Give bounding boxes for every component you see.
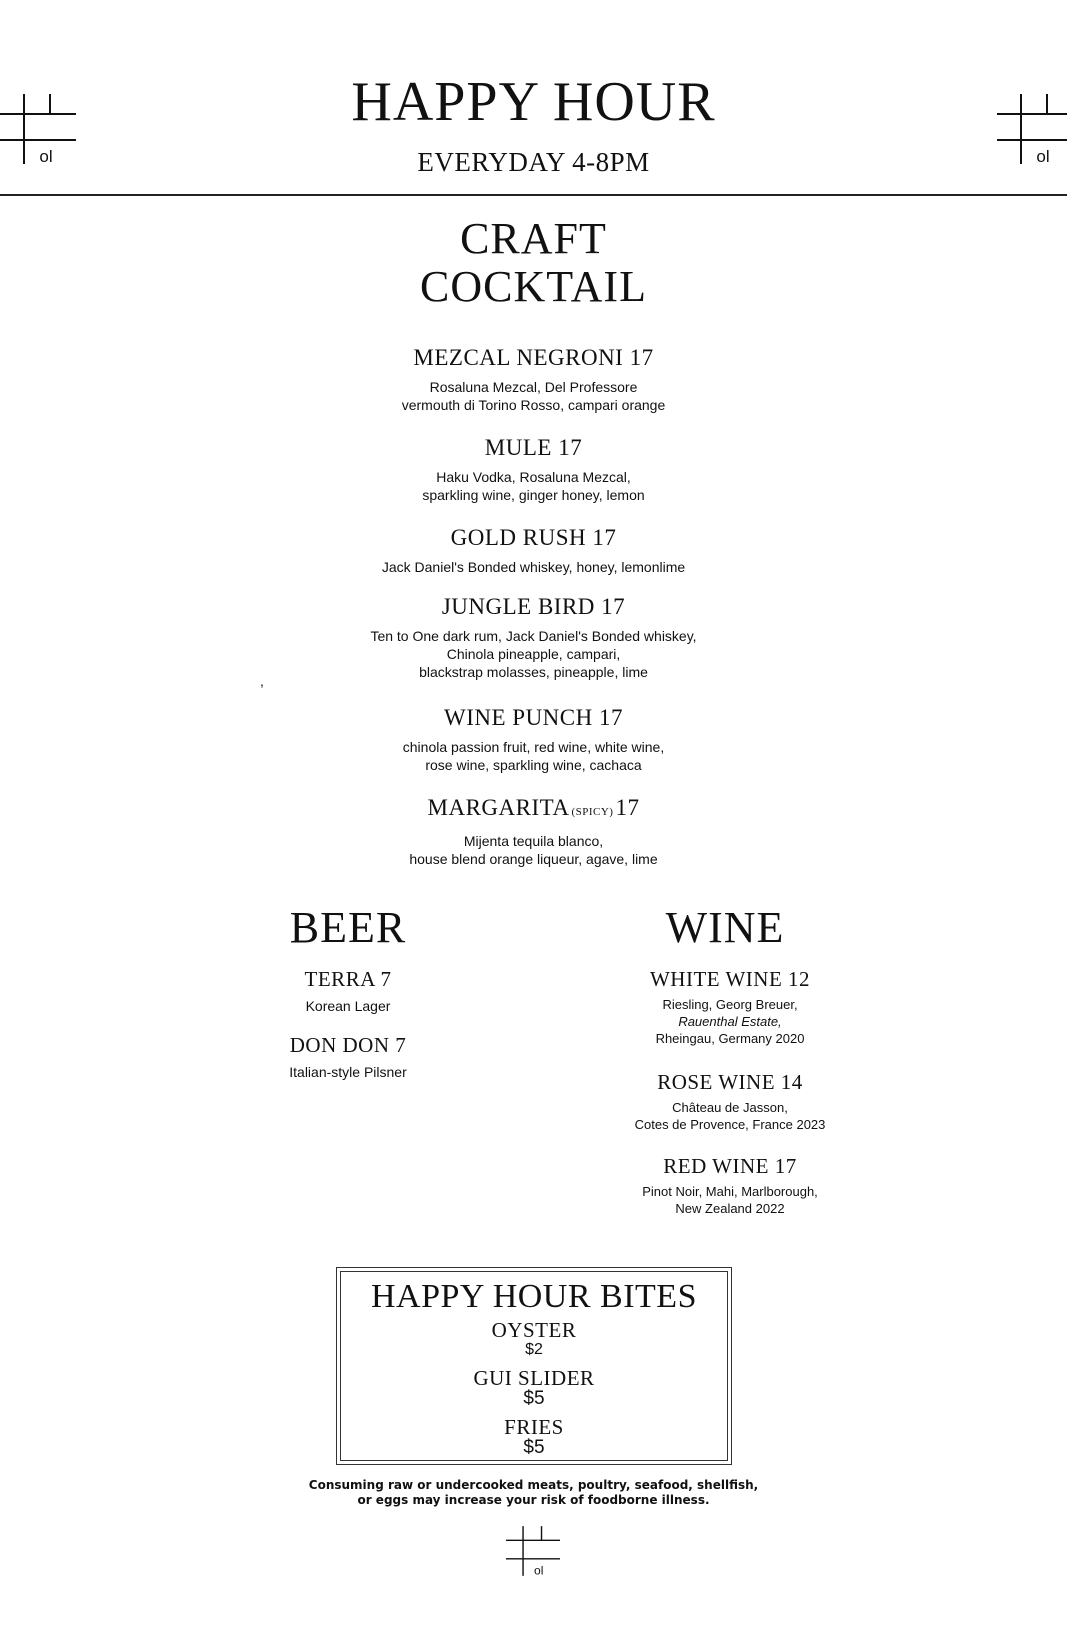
bite-item [337, 1416, 731, 1458]
bite-price: $2 [525, 1341, 543, 1358]
logo-bottom [506, 1525, 560, 1577]
cocktail-name [0, 794, 1067, 826]
wine-heading: WINE [665, 903, 785, 952]
bites-box [336, 1267, 732, 1465]
cocktail-heading-line2: COCKTAIL [420, 262, 647, 311]
page-subtitle: EVERYDAY 4-8PM [417, 147, 650, 177]
bite-name: FRIES [504, 1415, 564, 1439]
cocktail-desc: chinola passion fruit, red wine, white wine, [402, 739, 665, 755]
bite-name: GUI SLIDER [473, 1366, 595, 1390]
cocktail-item [0, 434, 1067, 504]
cocktail-desc: rose wine, sparkling wine, cachaca [425, 757, 642, 773]
cocktail-desc: house blend orange liqueur, agave, lime [409, 851, 658, 867]
wine-desc: New Zealand 2022 [675, 1201, 785, 1216]
cocktail-name-text: MARGARITA [427, 795, 570, 820]
cocktail-item [0, 794, 1067, 868]
cocktail-heading-line1: CRAFT [460, 214, 607, 263]
logo-text: ol [1036, 147, 1050, 164]
cocktail-desc: blackstrap molasses, pineapple, lime [419, 664, 648, 680]
wine-desc: Rauenthal Estate, [678, 1014, 782, 1029]
bite-price: $5 [523, 1437, 545, 1458]
logo-text: ol [533, 1563, 544, 1577]
wine-name: RED WINE 17 [663, 1154, 797, 1178]
wine-name: ROSE WINE 14 [657, 1070, 803, 1094]
cocktail-desc: sparkling wine, ginger honey, lemon [422, 487, 645, 503]
cocktail-item [0, 704, 1067, 774]
wine-item [590, 1153, 870, 1217]
wine-desc: Château de Jasson, [672, 1100, 788, 1115]
cocktail-desc: Rosaluna Mezcal, Del Professore [429, 379, 638, 395]
cocktail-desc: vermouth di Torino Rosso, campari orange [401, 397, 666, 413]
cocktail-price: 17 [615, 795, 640, 820]
cocktail-desc: Haku Vodka, Rosaluna Mezcal, [436, 469, 631, 485]
beer-name: TERRA 7 [304, 967, 392, 991]
cocktail-name: MEZCAL NEGRONI 17 [413, 345, 654, 370]
cocktail-name: JUNGLE BIRD 17 [441, 594, 626, 619]
wine-item [590, 966, 870, 1047]
cocktail-name: MULE 17 [484, 435, 583, 460]
cocktail-item [0, 344, 1067, 414]
bite-price: $5 [523, 1388, 545, 1409]
cocktail-desc: Chinola pineapple, campari, [446, 646, 621, 662]
wine-desc: Pinot Noir, Mahi, Marlborough, [642, 1184, 818, 1199]
wine-item [590, 1069, 870, 1133]
bite-item [337, 1367, 731, 1409]
cocktail-desc: Ten to One dark rum, Jack Daniel's Bonded whiskey, [370, 628, 697, 644]
wine-desc: Rheingau, Germany 2020 [655, 1031, 805, 1046]
cocktail-desc: Mijenta tequila blanco, [463, 833, 604, 849]
logo-text: ol [39, 147, 53, 164]
wine-desc: Cotes de Provence, France 2023 [634, 1117, 826, 1132]
bite-name: OYSTER [491, 1318, 577, 1342]
header-divider [0, 194, 1067, 196]
health-notice-line2: or eggs may increase your risk of foodborne illness. [357, 1493, 710, 1507]
cocktail-item [0, 524, 1067, 576]
cocktail-desc: Jack Daniel's Bonded whiskey, honey, lemonlime [381, 559, 686, 575]
beer-heading: BEER [289, 903, 407, 952]
wine-desc: Riesling, Georg Breuer, [662, 997, 798, 1012]
beer-name: DON DON 7 [289, 1033, 407, 1057]
cocktail-name: WINE PUNCH 17 [444, 705, 623, 730]
bites-heading: HAPPY HOUR BITES [370, 1278, 697, 1315]
page-title: HAPPY HOUR [351, 71, 716, 133]
stray-mark: , [260, 673, 264, 689]
beer-item [248, 966, 448, 1015]
health-notice [0, 1478, 1067, 1508]
beer-desc: Italian-style Pilsner [289, 1064, 407, 1080]
beer-desc: Korean Lager [305, 998, 391, 1014]
cocktail-item [0, 593, 1067, 681]
bite-item [337, 1319, 731, 1359]
wine-name: WHITE WINE 12 [649, 967, 811, 991]
health-notice-line1: Consuming raw or undercooked meats, poultry, seafood, shellfish, [308, 1478, 759, 1492]
spicy-tag: (SPICY) [571, 806, 614, 818]
cocktail-name: GOLD RUSH 17 [450, 525, 617, 550]
beer-item [248, 1032, 448, 1081]
